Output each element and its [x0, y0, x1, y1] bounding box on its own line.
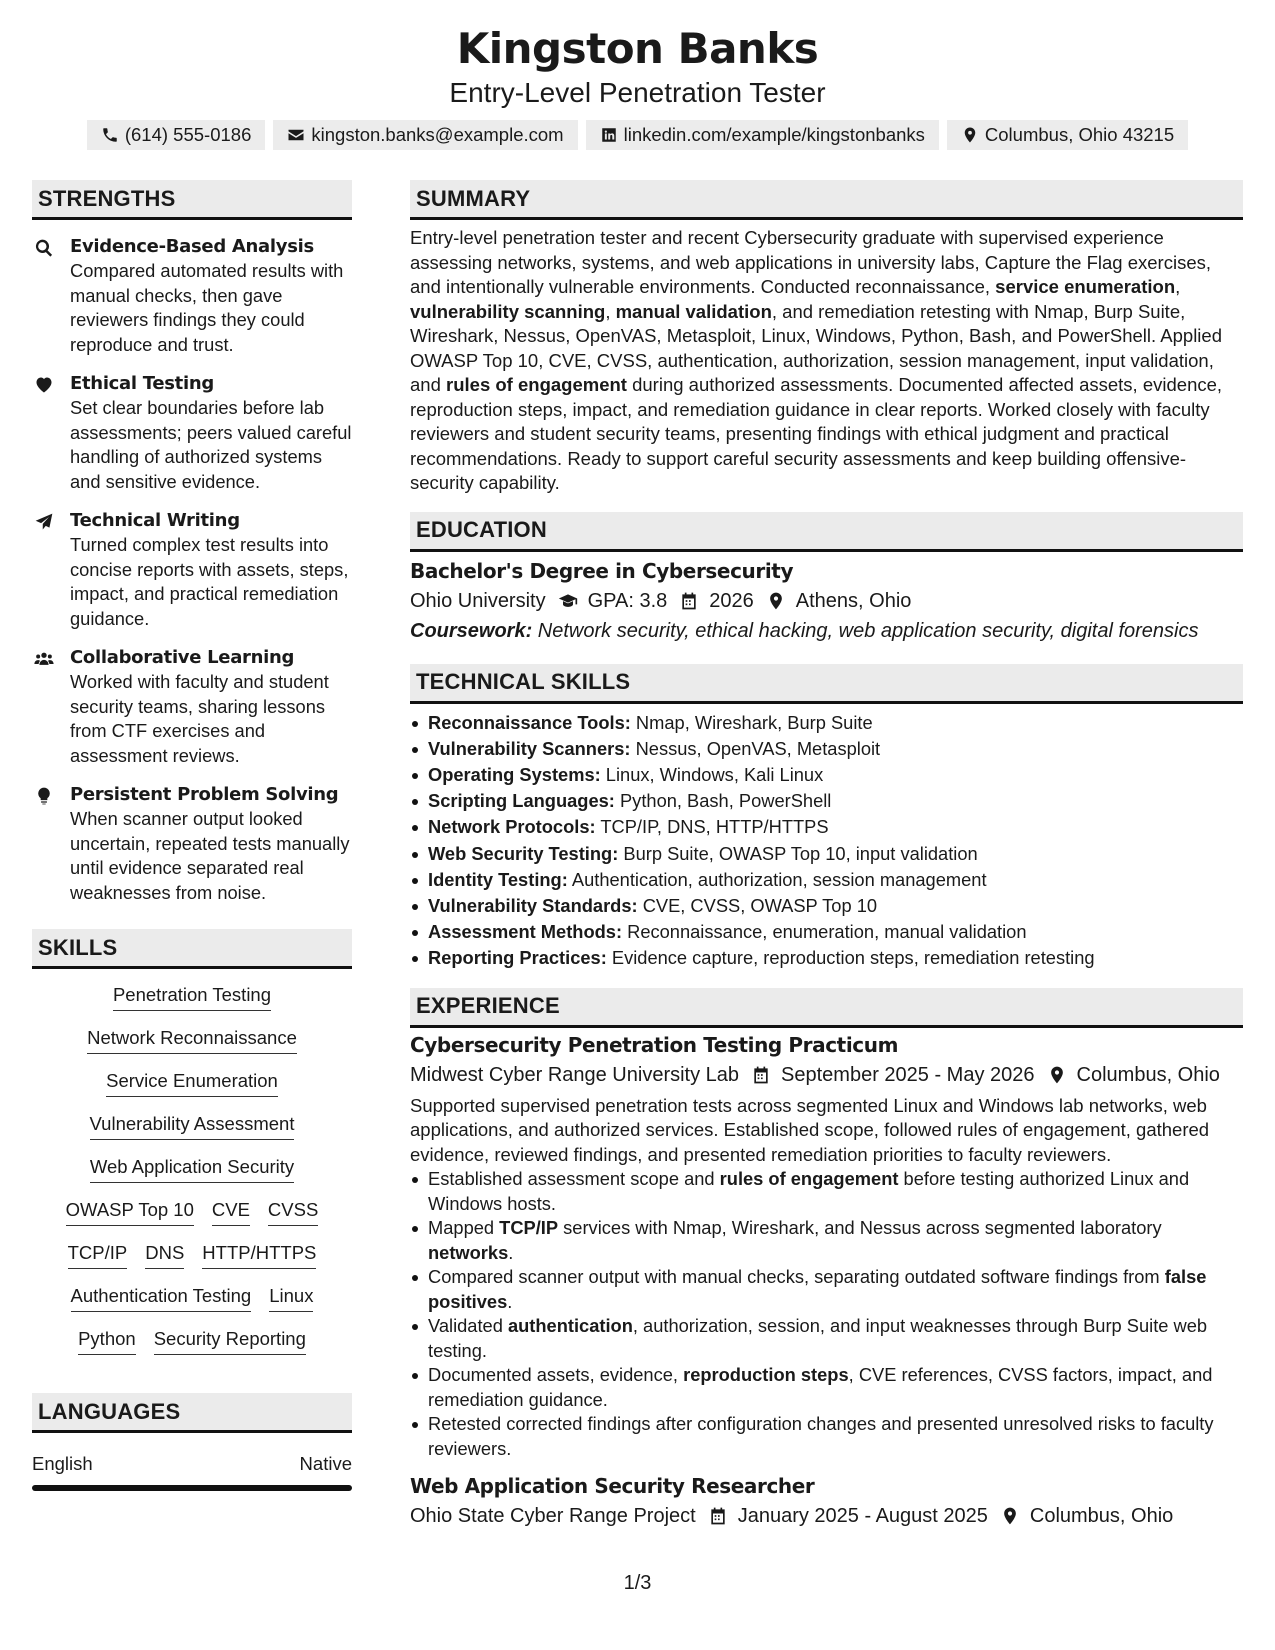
summary-heading: SUMMARY: [410, 180, 1243, 220]
job-dates: January 2025 - August 2025: [737, 1505, 988, 1528]
phone-text: (614) 555-0186: [124, 124, 252, 145]
job-bullets: [410, 1167, 1243, 1461]
list-item: Web Security Testing: Burp Suite, OWASP Top 10, input validation: [410, 841, 1243, 867]
strength-desc: Compared automated results with manual checks, then gave reviewers findings they could reproduce and trust.: [70, 260, 344, 355]
skill-tag: Authentication Testing: [71, 1284, 252, 1312]
calendar-icon: [679, 591, 699, 611]
list-item: Network Protocols: TCP/IP, DNS, HTTP/HTTPS: [410, 814, 1243, 840]
education-heading: EDUCATION: [410, 512, 1243, 552]
strength-desc: Turned complex test results into concise reports with assets, steps, impact, and practical remediation guidance.: [70, 534, 349, 629]
skill-tag: Web Application Security: [90, 1155, 294, 1183]
strength-title: Technical Writing: [70, 510, 240, 531]
coursework: Coursework: Network security, ethical hacking, web application security, digital forensics: [410, 619, 1199, 642]
email-text: kingston.banks@example.com: [311, 124, 564, 145]
school-location: Athens, Ohio: [795, 589, 912, 612]
job-meta: [410, 1060, 1243, 1090]
language-level: Native: [299, 1453, 352, 1474]
technical-skills-list: [410, 710, 1243, 972]
strength-title: Persistent Problem Solving: [70, 784, 339, 805]
map-marker-icon: [1000, 1506, 1020, 1526]
skill-tag: CVE: [212, 1198, 250, 1226]
skill-tag: Vulnerability Assessment: [90, 1112, 295, 1140]
strength-item: [32, 371, 352, 494]
map-marker-icon: [766, 591, 786, 611]
language-row: [32, 1453, 352, 1475]
list-item: Compared scanner output with manual checks, separating outdated software findings from false positives.: [410, 1265, 1243, 1314]
location-text: Columbus, Ohio 43215: [984, 124, 1175, 145]
users-icon: [34, 649, 54, 669]
contact-email[interactable]: [273, 120, 577, 150]
job-title: Cybersecurity Penetration Testing Practicum: [410, 1032, 899, 1057]
education-meta: [410, 586, 1243, 616]
list-item: Vulnerability Standards: CVE, CVSS, OWASP Top 10: [410, 893, 1243, 919]
graduation-cap-icon: [558, 591, 578, 611]
job-org: Midwest Cyber Range University Lab: [410, 1063, 740, 1086]
list-item: Assessment Methods: Reconnaissance, enumeration, manual validation: [410, 919, 1243, 945]
list-item: Retested corrected findings after configuration changes and presented unresolved risks to faculty reviewers.: [410, 1412, 1243, 1461]
job-location: Columbus, Ohio: [1076, 1063, 1220, 1086]
skill-tag: Network Reconnaissance: [87, 1026, 297, 1054]
language-name: English: [32, 1453, 93, 1474]
skill-tag: HTTP/HTTPS: [202, 1241, 316, 1269]
linkedin-icon: [600, 126, 618, 144]
list-item: Validated authentication, authorization, session, and input weaknesses through Burp Suite web testing.: [410, 1314, 1243, 1363]
strength-desc: Worked with faculty and student security teams, sharing lessons from CTF exercises and assessment reviews.: [70, 671, 329, 766]
languages-heading: LANGUAGES: [32, 1393, 352, 1433]
list-item: Reconnaissance Tools: Nmap, Wireshark, Burp Suite: [410, 710, 1243, 736]
map-marker-icon: [961, 126, 979, 144]
linkedin-text: linkedin.com/example/kingstonbanks: [623, 124, 925, 145]
skill-tag: Service Enumeration: [106, 1069, 278, 1097]
search-icon: [34, 238, 54, 258]
list-item: Vulnerability Scanners: Nessus, OpenVAS, Metasploit: [410, 736, 1243, 762]
heart-icon: [34, 375, 54, 395]
resume-header: [0, 22, 1275, 150]
lightbulb-icon: [34, 786, 54, 806]
strength-item: [32, 234, 352, 357]
strength-desc: Set clear boundaries before lab assessments; peers valued careful handling of authorized systems and sensitive evidence.: [70, 397, 352, 492]
strength-title: Evidence-Based Analysis: [70, 236, 314, 257]
candidate-title: Entry-Level Penetration Tester: [449, 77, 826, 108]
phone-icon: [101, 126, 119, 144]
job-org: Ohio State Cyber Range Project: [410, 1505, 696, 1528]
school-name: Ohio University: [410, 589, 546, 612]
skill-tag: Python: [78, 1327, 136, 1355]
contact-linkedin[interactable]: [586, 120, 939, 150]
strength-title: Ethical Testing: [70, 373, 214, 394]
experience-heading: EXPERIENCE: [410, 988, 1243, 1028]
gpa: GPA: 3.8: [587, 589, 668, 612]
list-item: Operating Systems: Linux, Windows, Kali Linux: [410, 762, 1243, 788]
left-column: [32, 180, 352, 1491]
paper-plane-icon: [34, 512, 54, 532]
strength-item: [32, 645, 352, 768]
job-summary: Supported supervised penetration tests across segmented Linux and Windows lab networks, web applications, and authorized services. Established scope, followed rules of engagement, gathered evidence, reviewed findings, and presented remediation priorities to faculty reviewers.: [410, 1094, 1210, 1165]
strength-item: [32, 782, 352, 905]
strengths-heading: STRENGTHS: [32, 180, 352, 220]
strength-title: Collaborative Learning: [70, 647, 295, 668]
strength-desc: When scanner output looked uncertain, repeated tests manually until evidence separated real weaknesses from noise.: [70, 808, 350, 903]
job-title: Web Application Security Researcher: [410, 1474, 815, 1499]
skill-tag: Security Reporting: [154, 1327, 306, 1355]
list-item: Documented assets, evidence, reproduction steps, CVE references, CVSS factors, impact, and remediation guidance.: [410, 1363, 1243, 1412]
job-dates: September 2025 - May 2026: [781, 1063, 1035, 1086]
calendar-icon: [708, 1506, 728, 1526]
list-item: Identity Testing: Authentication, authorization, session management: [410, 867, 1243, 893]
page-number: 1/3: [623, 1572, 652, 1594]
candidate-name: Kingston Banks: [456, 24, 819, 73]
skills-list: [32, 983, 352, 1355]
list-item: Established assessment scope and rules of engagement before testing authorized Linux and Windows hosts.: [410, 1167, 1243, 1216]
technical-skills-heading: TECHNICAL SKILLS: [410, 664, 1243, 704]
graduation-year: 2026: [709, 589, 754, 612]
map-marker-icon: [1047, 1065, 1067, 1085]
calendar-icon: [751, 1065, 771, 1085]
list-item: Scripting Languages: Python, Bash, PowerShell: [410, 788, 1243, 814]
skill-tag: DNS: [145, 1241, 184, 1269]
envelope-icon: [287, 126, 305, 144]
contact-bar: [0, 120, 1275, 150]
list-item: Mapped TCP/IP services with Nmap, Wireshark, and Nessus across segmented laboratory networks.: [410, 1216, 1243, 1265]
language-proficiency-bar: [32, 1485, 352, 1491]
job-location: Columbus, Ohio: [1029, 1505, 1174, 1528]
strength-item: [32, 508, 352, 631]
summary-text: Entry-level penetration tester and recent Cybersecurity graduate with supervised experience assessing networks, systems, and web applications in university labs, Capture the Flag exercises, and intentionally vulnerable environments. Conducted reconnaissance, service enumeration, vulnerability scanning, manual validation, and remediation retesting with Nmap, Burp Suite, Wireshark, Nessus, OpenVAS, Metasploit, Linux, Windows, Python, Bash, and PowerShell. Applied OWASP Top 10, CVE, CVSS, authentication, authorization, session management, input validation, and rules of engagement during authorized assessments. Documented affected assets, evidence, reproduction steps, impact, and remediation guidance in clear reports. Worked closely with faculty reviewers and student security teams, presenting findings with ethical judgment and practical recommendations. Ready to support careful security assessments and keep building offensive-security capability.: [410, 227, 1223, 493]
contact-location: [947, 120, 1188, 150]
job-meta: [410, 1501, 1243, 1531]
skill-tag: Linux: [269, 1284, 313, 1312]
skill-tag: TCP/IP: [68, 1241, 128, 1269]
skill-tag: Penetration Testing: [113, 983, 271, 1011]
skills-heading: SKILLS: [32, 929, 352, 969]
skill-tag: OWASP Top 10: [66, 1198, 194, 1226]
degree-title: Bachelor's Degree in Cybersecurity: [410, 558, 794, 583]
skill-tag: CVSS: [268, 1198, 318, 1226]
right-column: [410, 180, 1243, 1531]
list-item: Reporting Practices: Evidence capture, reproduction steps, remediation retesting: [410, 945, 1243, 971]
contact-phone[interactable]: [87, 120, 266, 150]
